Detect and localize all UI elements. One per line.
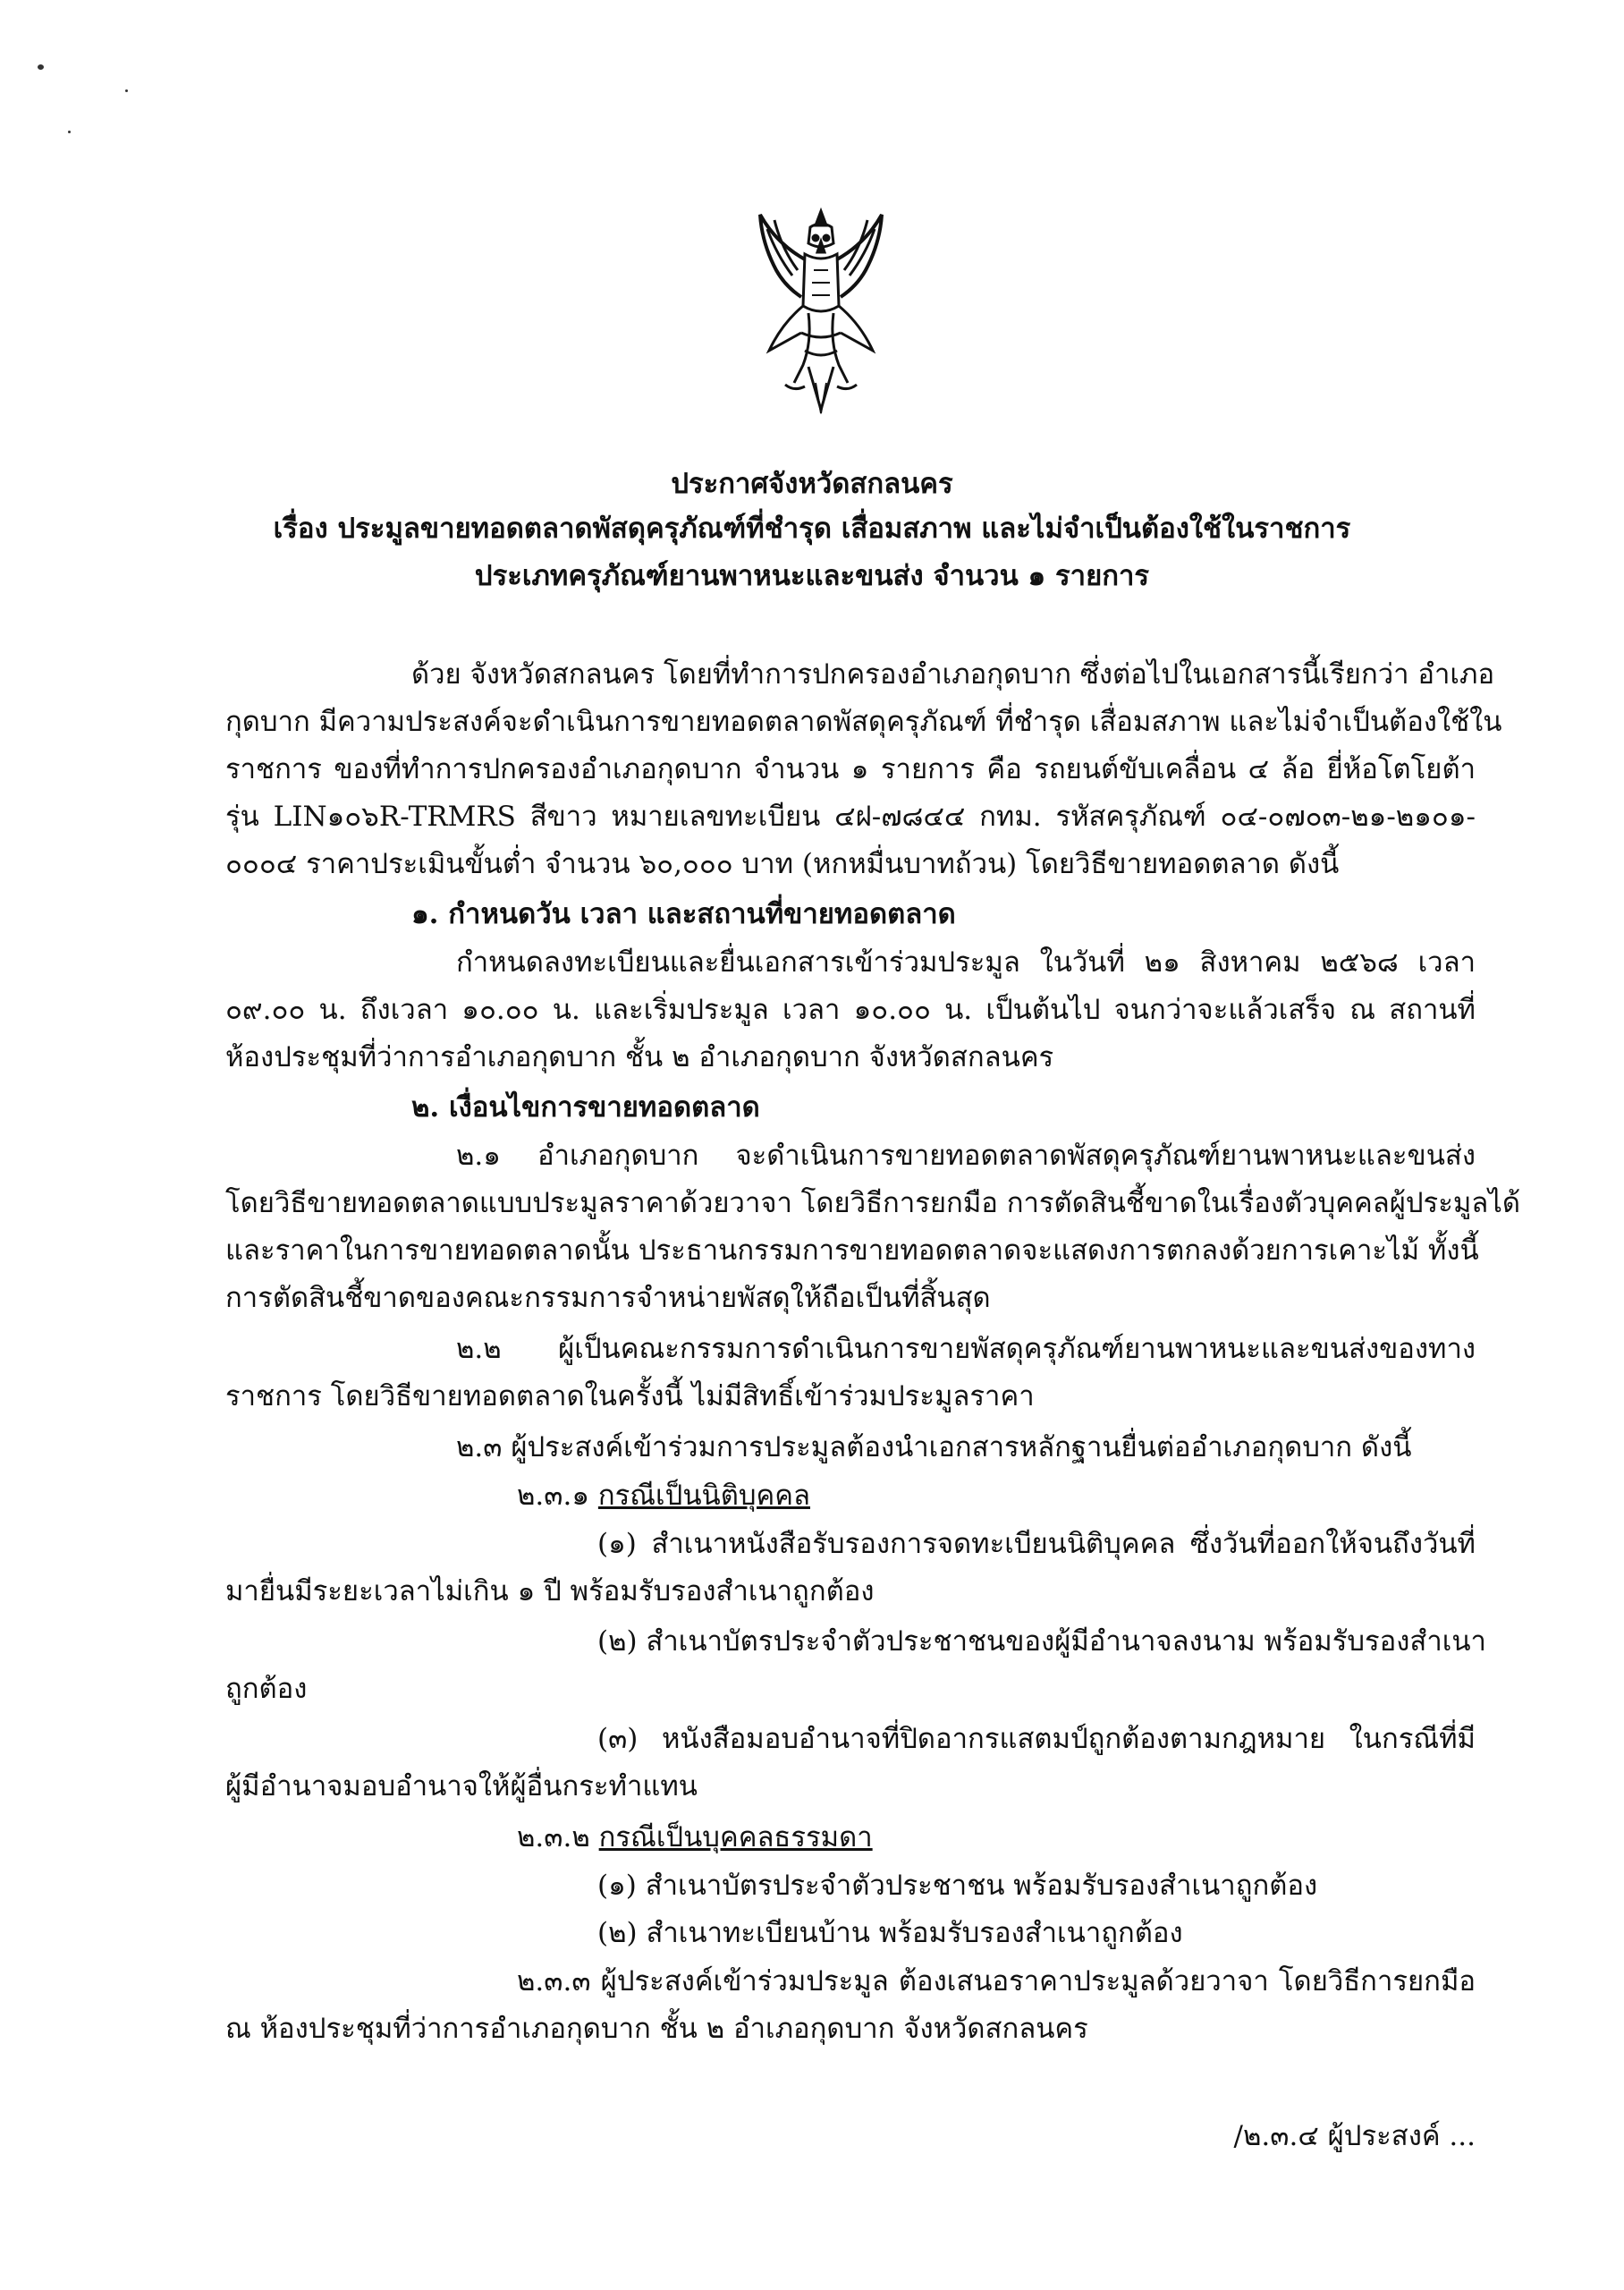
garuda-emblem-icon xyxy=(749,208,892,422)
p233-line: ๒.๓.๓ ผู้ประสงค์เข้าร่วมประมูล ต้องเสนอราคาประมูลด้วยวาจา โดยวิธีการยกมือ xyxy=(517,1965,1476,1997)
p21-line: ๒.๑ อำเภอกุดบาก จะดำเนินการขายทอดตลาดพัสดุครุภัณฑ์ยานพาหนะและขนส่ง xyxy=(456,1140,1476,1172)
intro-line: กุดบาก มีความประสงค์จะดำเนินการขายทอดตลาดพัสดุครุภัณฑ์ ที่ชำรุด เสื่อมสภาพ และไม่จำเป็นต้องใช้ใน xyxy=(225,706,1502,738)
intro-line: ราชการ ของที่ทำการปกครองอำเภอกุดบาก จำนวน ๑ รายการ คือ รถยนต์ขับเคลื่อน ๔ ล้อ ยี่ห้อโตโยต้า xyxy=(225,753,1476,785)
announcement-category: ประเภทครุภัณฑ์ยานพาหนะและขนส่ง จำนวน ๑ รายการ xyxy=(474,560,1150,592)
p231-number: ๒.๓.๑ xyxy=(517,1480,590,1512)
section1-line: กำหนดลงทะเบียนและยื่นเอกสารเข้าร่วมประมูล ในวันที่ ๒๑ สิงหาคม ๒๕๖๘ เวลา xyxy=(456,946,1476,979)
p232-title: กรณีเป็นบุคคลธรรมดา xyxy=(598,1821,873,1853)
announcement-subject: เรื่อง ประมูลขายทอดตลาดพัสดุครุภัณฑ์ที่ชำรุด เสื่อมสภาพ และไม่จำเป็นต้องใช้ในราชการ xyxy=(273,513,1351,545)
p231-title: กรณีเป็นนิติบุคคล xyxy=(597,1480,810,1512)
page-continuation: /๒.๓.๔ ผู้ประสงค์ ... xyxy=(1233,2120,1476,2152)
p231-heading xyxy=(517,1472,810,1517)
scan-speck xyxy=(125,89,128,92)
intro-line: รุ่น LIN๑๐๖R-TRMRS สีขาว หมายเลขทะเบียน ๔ฝ-๗๘๔๔ กทม. รหัสครุภัณฑ์ ๐๔-๐๗๐๓-๒๑-๒๑๐๑- xyxy=(225,801,1476,833)
p231-item2-line: ถูกต้อง xyxy=(225,1673,308,1705)
p231-item3-line: (๓) หนังสือมอบอำนาจที่ปิดอากรแสตมป์ถูกต้องตามกฎหมาย ในกรณีที่มี xyxy=(597,1723,1476,1755)
p23-line: ๒.๓ ผู้ประสงค์เข้าร่วมการประมูลต้องนำเอกสารหลักฐานยื่นต่ออำเภอกุดบาก ดังนี้ xyxy=(456,1431,1412,1463)
scan-speck xyxy=(38,64,44,70)
p232-item2: (๒) สำเนาทะเบียนบ้าน พร้อมรับรองสำเนาถูกต้อง xyxy=(597,1917,1183,1949)
scan-speck xyxy=(68,131,71,133)
p21-line: การตัดสินชี้ขาดของคณะกรรมการจำหน่ายพัสดุให้ถือเป็นที่สิ้นสุด xyxy=(225,1282,991,1314)
p231-item3-line: ผู้มีอำนาจมอบอำนาจให้ผู้อื่นกระทำแทน xyxy=(225,1770,698,1802)
p231-item2-line: (๒) สำเนาบัตรประจำตัวประชาชนของผู้มีอำนาจลงนาม พร้อมรับรองสำเนา xyxy=(597,1625,1486,1658)
section1-line: ห้องประชุมที่ว่าการอำเภอกุดบาก ชั้น ๒ อำเภอกุดบาก จังหวัดสกลนคร xyxy=(225,1041,1054,1073)
intro-line: ด้วย จังหวัดสกลนคร โดยที่ทำการปกครองอำเภอกุดบาก ซึ่งต่อไปในเอกสารนี้เรียกว่า อำเภอ xyxy=(411,658,1495,691)
p21-line: และราคาในการขายทอดตลาดนั้น ประธานกรรมการขายทอดตลาดจะแสดงการตกลงด้วยการเคาะไม้ ทั้งนี้ xyxy=(225,1234,1479,1267)
p22-line: ราชการ โดยวิธีขายทอดตลาดในครั้งนี้ ไม่มีสิทธิ์เข้าร่วมประมูลราคา xyxy=(225,1380,1035,1412)
p231-item1-line: มายื่นมีระยะเวลาไม่เกิน ๑ ปี พร้อมรับรองสำเนาถูกต้อง xyxy=(225,1575,875,1607)
section1-line: ๐๙.๐๐ น. ถึงเวลา ๑๐.๐๐ น. และเริ่มประมูล เวลา ๑๐.๐๐ น. เป็นต้นไป จนกว่าจะแล้วเสร็จ ณ สถานที่ xyxy=(225,994,1476,1026)
p232-number: ๒.๓.๒ xyxy=(517,1821,590,1853)
announcement-title: ประกาศจังหวัดสกลนคร xyxy=(671,468,953,500)
p232-item1: (๑) สำเนาบัตรประจำตัวประชาชน พร้อมรับรองสำเนาถูกต้อง xyxy=(597,1870,1318,1902)
p231-item1-line: (๑) สำเนาหนังสือรับรองการจดทะเบียนนิติบุคคล ซึ่งวันที่ออกให้จนถึงวันที่ xyxy=(597,1528,1476,1560)
section2-heading: ๒. เงื่อนไขการขายทอดตลาด xyxy=(411,1091,760,1124)
p21-line: โดยวิธีขายทอดตลาดแบบประมูลราคาด้วยวาจา โดยวิธีการยกมือ การตัดสินชี้ขาดในเรื่องตัวบุคคลผู้ประมูลได้ xyxy=(225,1187,1521,1219)
p233-line: ณ ห้องประชุมที่ว่าการอำเภอกุดบาก ชั้น ๒ อำเภอกุดบาก จังหวัดสกลนคร xyxy=(225,2013,1088,2045)
p232-heading xyxy=(517,1814,873,1859)
p22-line: ๒.๒ ผู้เป็นคณะกรรมการดำเนินการขายพัสดุครุภัณฑ์ยานพาหนะและขนส่งของทาง xyxy=(456,1333,1476,1365)
intro-line: ๐๐๐๔ ราคาประเมินขั้นต่ำ จำนวน ๖๐,๐๐๐ บาท (หกหมื่นบาทถ้วน) โดยวิธีขายทอดตลาด ดังนี้ xyxy=(225,848,1340,880)
section1-heading: ๑. กำหนดวัน เวลา และสถานที่ขายทอดตลาด xyxy=(411,898,956,930)
